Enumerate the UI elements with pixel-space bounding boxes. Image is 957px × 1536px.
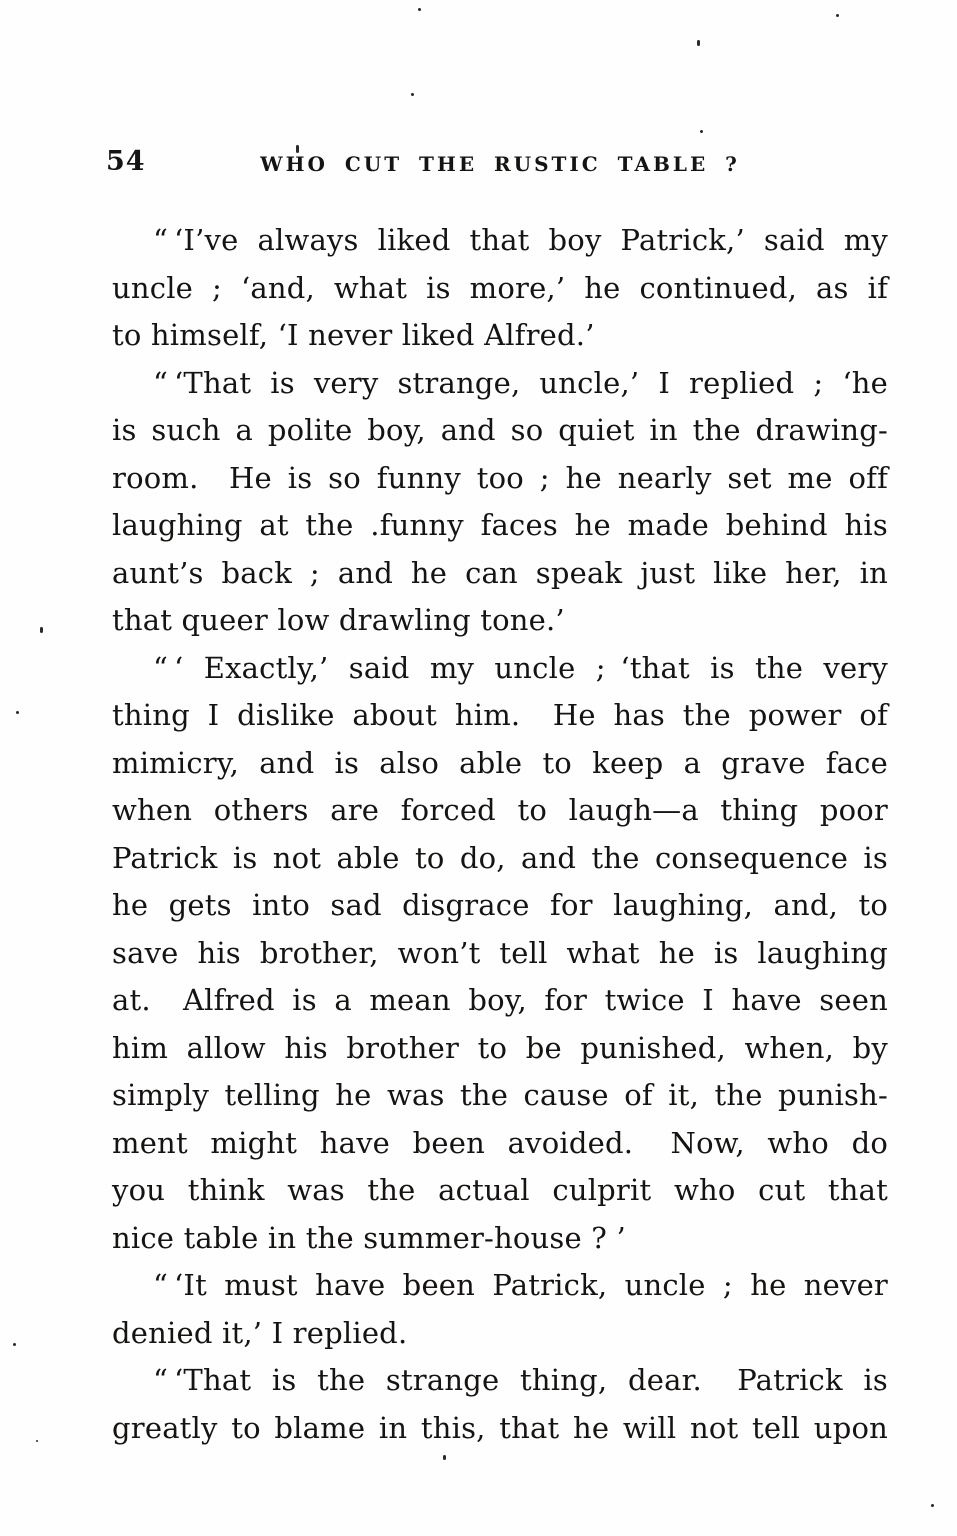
paragraph — [112, 360, 888, 645]
text-line: greatly to blame in this, that he will not tell upon — [112, 1410, 888, 1445]
text-line: nice table in the summer-house ? ’ — [112, 1220, 626, 1255]
paragraph — [112, 645, 888, 1263]
text-line: is such a polite boy, and so quiet in the drawing- — [112, 413, 888, 447]
text-line: uncle ; ‘and, what is more,’ he continued, as if — [112, 270, 888, 305]
paragraph — [112, 217, 888, 360]
text-line: “ ‘I’ve always liked that boy Patrick,’ said my — [153, 223, 888, 257]
text-line: mimicry, and is also able to keep a grave face — [112, 745, 888, 780]
page-number: 54 — [106, 146, 146, 177]
running-title: WHO CUT THE RUSTIC TABLE ? — [260, 152, 740, 176]
text-line: he gets into sad disgrace for laughing, and, to — [112, 888, 888, 922]
text-line: laughing at the .funny faces he made behind his — [112, 508, 888, 542]
text-line: “ ‘That is very strange, uncle,’ I replied ; ‘he — [153, 365, 888, 400]
text-line: Patrick is not able to do, and the consequence is — [112, 840, 888, 875]
paragraph — [112, 1357, 888, 1452]
text-line: “ ‘That is the strange thing, dear. Patrick is — [153, 1363, 888, 1397]
text-line: simply telling he was the cause of it, the punish- — [112, 1078, 888, 1112]
text-line: you think was the actual culprit who cut that — [112, 1173, 888, 1207]
text-line: save his brother, won’t tell what he is laughing — [112, 935, 888, 970]
text-line: that queer low drawling tone.’ — [112, 603, 565, 637]
text-line: aunt’s back ; and he can speak just like her, in — [112, 555, 888, 590]
text-line: to himself, ‘I never liked Alfred.’ — [112, 318, 595, 352]
scan-speck — [13, 1343, 16, 1346]
scan-speck — [443, 1455, 446, 1460]
text-line: room. He is so funny too ; he nearly set me off — [112, 460, 888, 495]
scan-speck — [411, 93, 414, 96]
scan-speck — [697, 40, 700, 46]
scan-speck — [16, 711, 19, 714]
page-header — [0, 146, 957, 190]
body-text — [112, 217, 888, 1452]
text-line: him allow his brother to be punished, when, by — [112, 1030, 888, 1065]
scan-speck — [836, 14, 839, 17]
text-line: denied it,’ I replied. — [112, 1315, 408, 1350]
scan-speck — [418, 8, 421, 11]
text-line: when others are forced to laugh—a thing poor — [112, 793, 888, 827]
text-line: thing I dislike about him. He has the power of — [112, 698, 888, 732]
paragraph — [112, 1262, 888, 1357]
text-line: “ ‘It must have been Patrick, uncle ; he never — [153, 1268, 888, 1302]
text-line: “ ‘ Exactly,’ said my uncle ; ‘that is the very — [153, 650, 888, 685]
scan-speck — [700, 130, 703, 133]
scan-speck — [40, 627, 43, 633]
scan-speck — [931, 1504, 934, 1507]
scan-speck — [36, 1440, 38, 1442]
text-line: at. Alfred is a mean boy, for twice I have seen — [112, 983, 888, 1017]
text-line: ment might have been avoided. Now, who do — [112, 1125, 888, 1160]
